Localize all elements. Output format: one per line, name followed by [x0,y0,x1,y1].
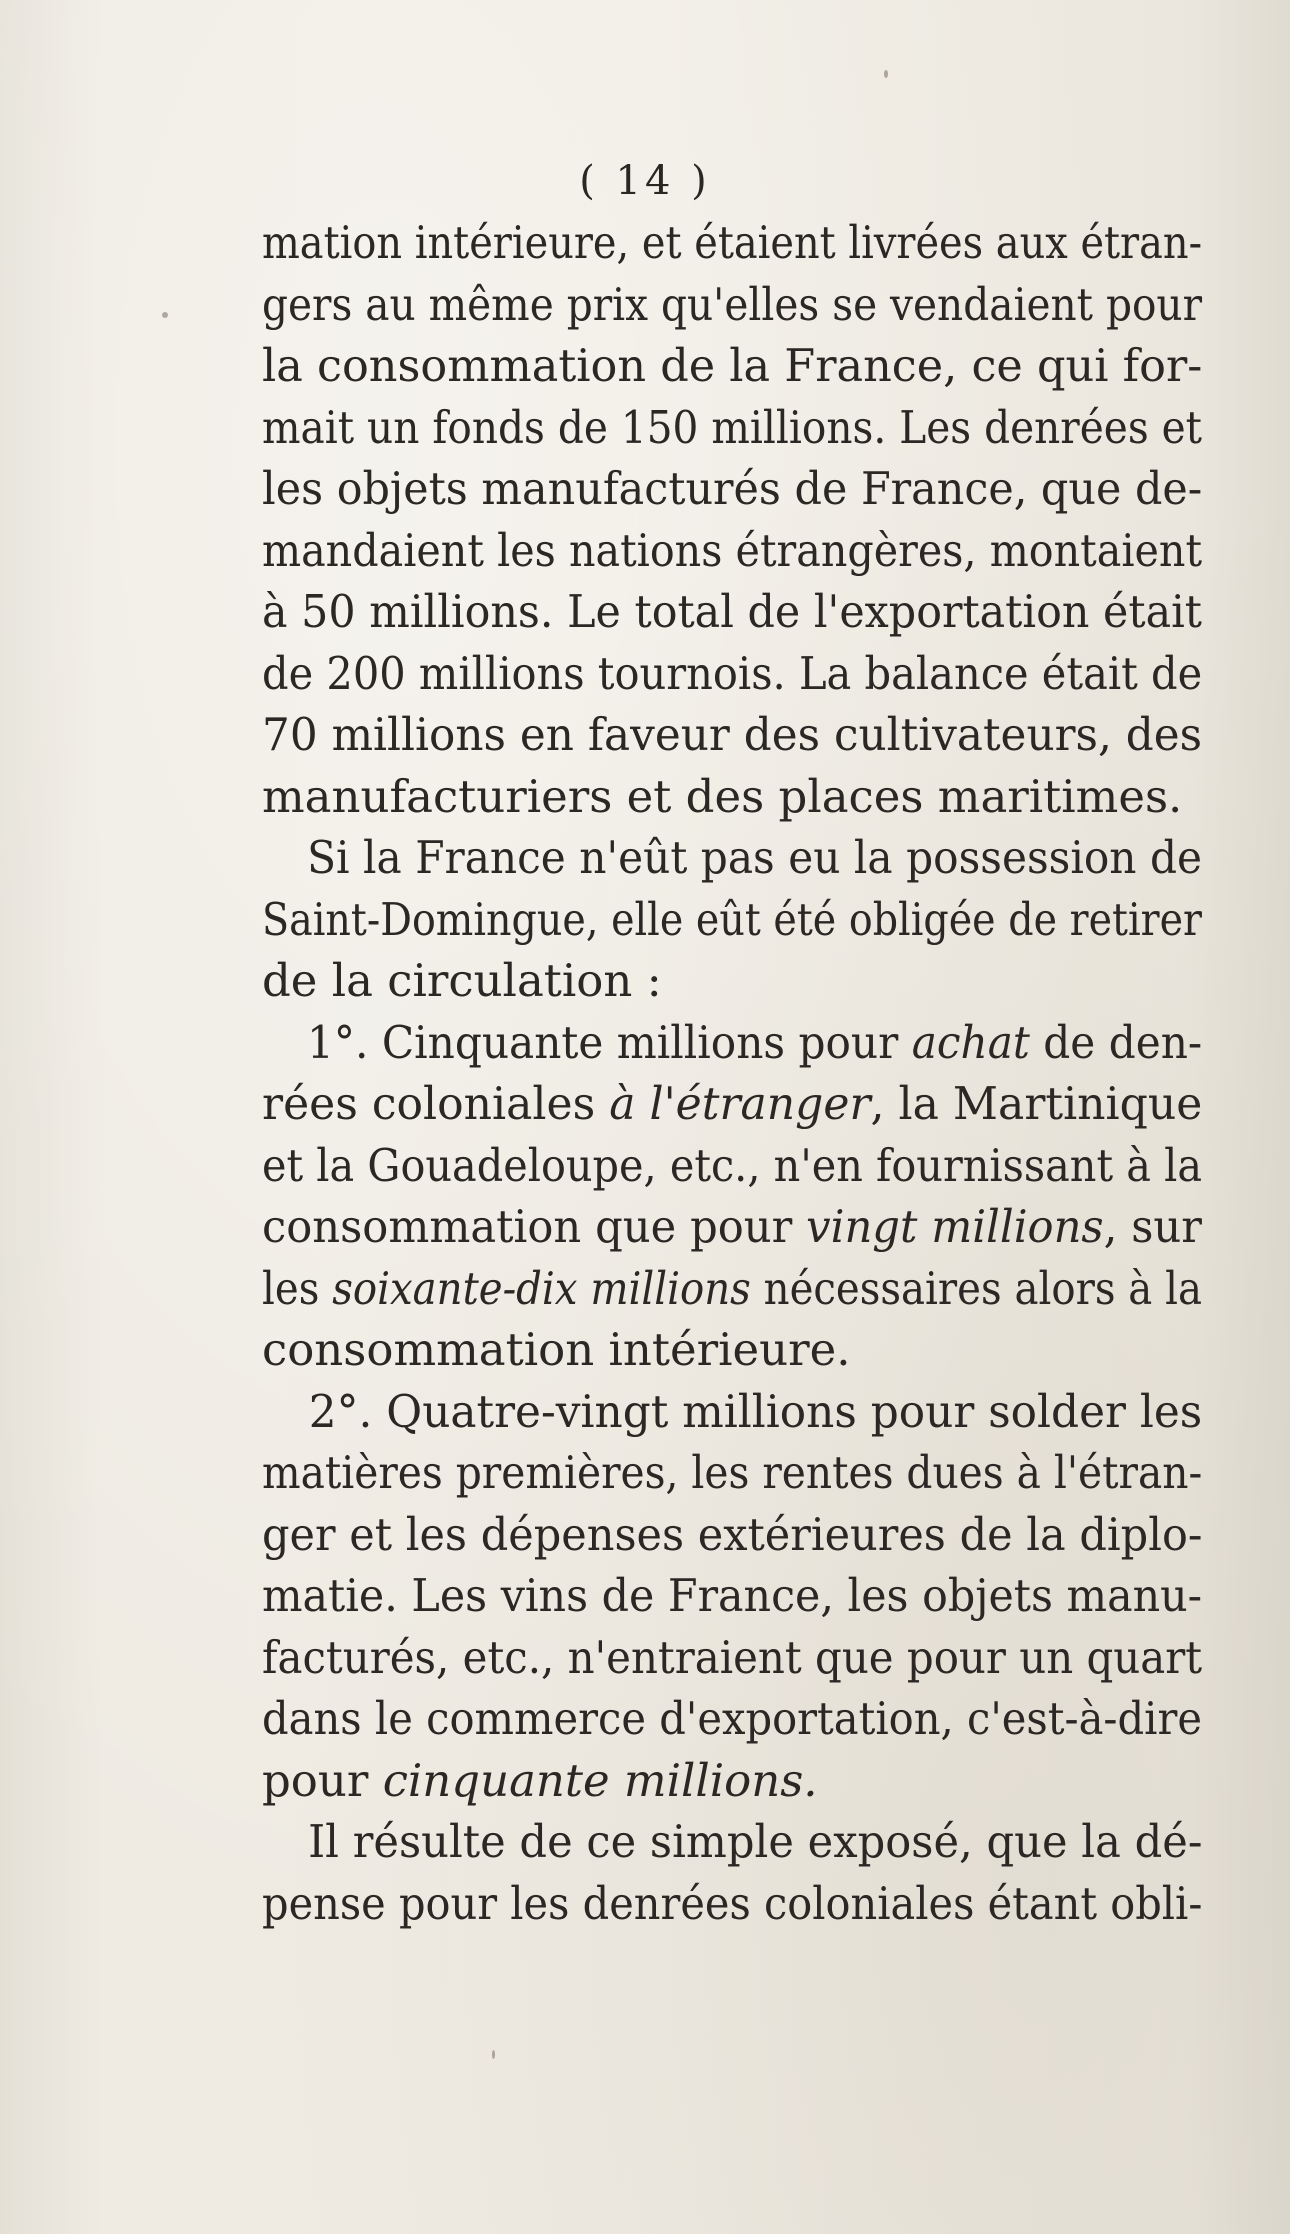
text-segment: gers au même prix qu'elles se vendaient pour [262,277,1203,331]
text-line [262,1258,1202,1320]
text-segment: consommation que pour [262,1200,807,1253]
text-segment: rées coloniales [262,1077,610,1130]
paper-speck [884,70,888,78]
text-line [262,1811,1202,1873]
text-line [262,520,1202,582]
text-segment: nécessaires alors à la [750,1261,1203,1315]
text-segment: mait un fonds de 150 millions. Les denrées et [262,400,1203,454]
paper-speck [492,2050,495,2059]
paper-speck [162,312,168,318]
text-line [262,1196,1202,1258]
text-segment: Saint-Domingue, elle eût été obligée de retirer [262,892,1202,946]
text-segment: consommation intérieure. [262,1323,851,1376]
text-line [262,1627,1202,1689]
text-segment: de la circulation : [262,954,662,1007]
text-line [262,1442,1202,1504]
text-line [262,335,1202,397]
text-segment: mandaient les nations étrangères, montaient [262,523,1203,577]
text-segment: Si la France n'eût pas eu la possession de [307,831,1203,884]
text-segment: pense pour les denrées coloniales étant obli- [262,1876,1203,1930]
text-segment: la consommation de la France, ce qui for- [262,339,1203,392]
text-line [262,643,1202,705]
italic-text-segment: soixante-dix millions [332,1261,751,1315]
text-line [262,1873,1202,1935]
text-segment: dans le commerce d'exportation, c'est-à-dire [262,1692,1203,1745]
text-segment: les [262,1261,333,1315]
text-segment: Il résulte de ce simple exposé, que la dé- [308,1815,1203,1868]
italic-text-segment: achat [911,1015,1030,1069]
text-line [262,1135,1202,1197]
text-line [262,397,1202,459]
text-line [262,1688,1202,1750]
text-line [262,704,1202,766]
text-segment: et la Gouadeloupe, etc., n'en fournissant à la [262,1138,1203,1192]
text-segment: , la Martinique [870,1077,1203,1130]
text-segment: matières premières, les rentes dues à l'étran- [262,1446,1203,1499]
text-line [262,1750,1202,1812]
italic-text-segment: cinquante millions. [382,1753,818,1807]
text-segment: mation intérieure, et étaient livrées aux étran- [262,216,1203,269]
text-segment: de 200 millions tournois. La balance était de [262,646,1203,700]
text-segment: les objets manufacturés de France, que de- [262,462,1203,515]
text-line [262,950,1202,1012]
text-segment: pour [262,1753,383,1807]
text-line [262,1565,1202,1627]
text-line [262,1381,1202,1443]
text-segment: facturés, etc., n'entraient que pour un quart [262,1630,1203,1684]
text-line [262,827,1202,889]
text-segment: manufacturiers et des places maritimes. [262,769,1183,823]
text-line [262,1073,1202,1135]
text-line [262,581,1202,643]
text-line [262,1012,1202,1074]
italic-text-segment: à l'étranger [609,1077,871,1130]
text-line [262,889,1202,951]
text-line [262,212,1202,274]
page-number: ( 14 ) [579,158,711,204]
text-segment: 70 millions en faveur des cultivateurs, des [262,708,1203,761]
text-line [262,1319,1202,1381]
text-segment: à 50 millions. Le total de l'exportation était [262,585,1203,638]
text-segment: matie. Les vins de France, les objets manu- [262,1569,1203,1622]
text-segment: 1°. Cinquante millions pour [307,1015,912,1069]
text-segment: , sur [1103,1200,1202,1253]
italic-text-segment: vingt millions [806,1200,1104,1253]
text-segment: 2°. Quatre-vingt millions pour solder les [308,1384,1203,1438]
text-segment: ger et les dépenses extérieures de la diplo- [262,1507,1203,1561]
text-line [262,274,1202,336]
text-segment: de den- [1029,1015,1203,1069]
text-line [262,458,1202,520]
text-line [262,1504,1202,1566]
body-text [262,212,1202,1934]
text-line [262,766,1202,828]
